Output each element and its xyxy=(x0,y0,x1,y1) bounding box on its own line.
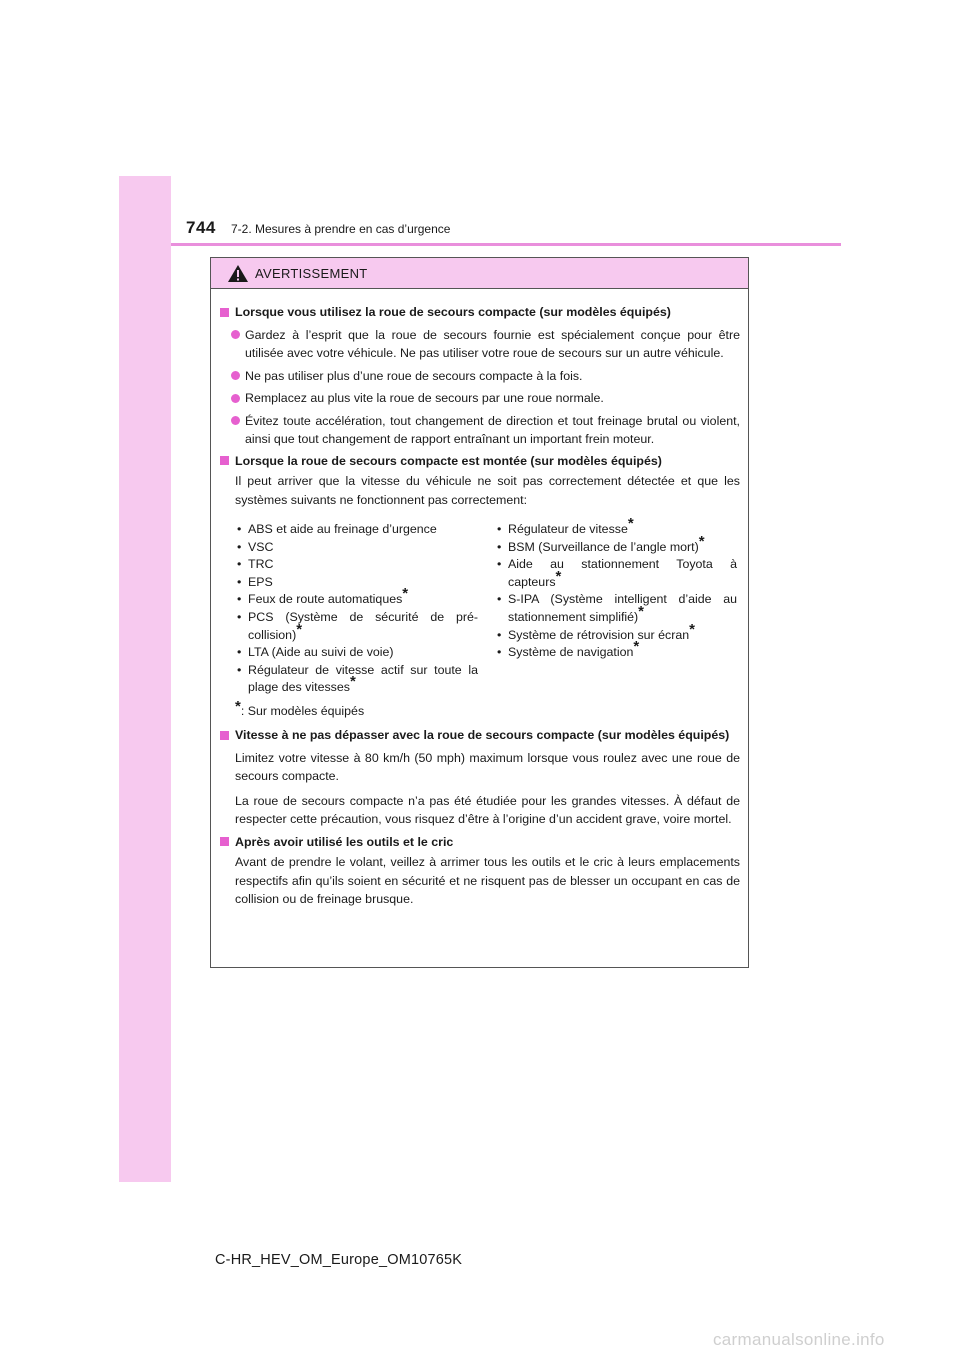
footnote-star-icon: * xyxy=(698,532,705,550)
affected-systems-lists xyxy=(217,515,740,697)
watermark: carmanualsonline.info xyxy=(713,1330,885,1349)
footnote-star-icon: * xyxy=(633,638,640,656)
footnote-star-icon: * xyxy=(638,602,644,620)
list-item: • TRC xyxy=(237,557,274,572)
bullet-item: Ne pas utiliser plus d’une roue de secours compacte à la fois. xyxy=(217,367,740,386)
warning-header xyxy=(211,258,748,289)
list-item: • Système de rétrovision sur écran* xyxy=(497,620,695,642)
section-title: 7-2. Mesures à prendre en cas d’urgence xyxy=(231,222,451,236)
circle-bullet-icon xyxy=(231,416,240,425)
section-heading: Lorsque la roue de secours compacte est montée (sur modèles équipés) xyxy=(217,452,740,471)
paragraph: Avant de prendre le volant, veillez à arrimer tous les outils et le cric à leurs emplacements respectifs afin qu’ils soient en sécurité et ne risquent pas de blesser un occupant en cas de collision ou de freinage brusque. xyxy=(235,855,740,907)
warning-title: AVERTISSEMENT xyxy=(255,265,368,281)
list-item: • Régulateur de vitesse actif sur toute la plage des vitesses* xyxy=(237,662,478,695)
paragraph: Il peut arriver que la vitesse du véhicule ne soit pas correctement détectée et que les systèmes suivants ne fonctionnent pas correctement: xyxy=(235,474,740,507)
paragraph: Limitez votre vitesse à 80 km/h (50 mph) maximum lorsque vous roulez avec une roue de secours compacte. xyxy=(235,750,740,784)
circle-bullet-icon xyxy=(231,394,240,403)
document-code: C-HR_HEV_OM_Europe_OM10765K xyxy=(215,1252,463,1268)
footnote-star-icon: * xyxy=(349,673,356,691)
section-heading: Après avoir utilisé les outils et le cric xyxy=(217,833,740,852)
circle-bullet-icon xyxy=(231,330,240,339)
footnote-star-icon: * xyxy=(235,697,241,715)
systems-list-right xyxy=(497,515,737,697)
list-item: • Système de navigation* xyxy=(497,638,640,660)
page-number: 744 xyxy=(186,218,216,237)
bullet-item: Remplacez au plus vite la roue de secours par une roue normale. xyxy=(217,389,740,408)
warning-content xyxy=(211,289,748,909)
list-item: • ABS et aide au freinage d’urgence xyxy=(237,522,437,536)
footnote-star-icon: * xyxy=(627,515,634,532)
list-item: • BSM (Surveillance de l’angle mort)* xyxy=(497,532,705,554)
footnote-star-icon: * xyxy=(296,620,303,638)
square-bullet-icon xyxy=(220,308,229,317)
section-heading: Lorsque vous utilisez la roue de secours compacte (sur modèles équipés) xyxy=(217,303,740,322)
footnote-star-icon: * xyxy=(402,585,409,603)
list-item: • PCS (Système de sécurité de pré-collision)* xyxy=(237,609,478,642)
systems-list-left xyxy=(237,521,478,697)
side-tab-bar xyxy=(119,176,171,1182)
warning-box xyxy=(210,257,749,968)
footnote: *: Sur modèles équipés xyxy=(235,697,365,718)
bullet-item: Gardez à l’esprit que la roue de secours fournie est spécialement conçue pour être utilisée avec votre véhicule. Ne pas utiliser votre roue de secours sur un autre véhicule. xyxy=(217,326,740,363)
list-item: • S-IPA (Système intelligent d’aide au stationnement simplifié)* xyxy=(497,592,737,624)
header-rule xyxy=(171,243,841,246)
square-bullet-icon xyxy=(220,456,229,465)
list-item: • VSC xyxy=(237,539,274,554)
warning-triangle-icon xyxy=(227,264,249,283)
square-bullet-icon xyxy=(220,731,229,740)
footnote-star-icon: * xyxy=(689,620,695,638)
bullet-item: Évitez toute accélération, tout changement de direction et tout freinage brutal ou violent, ainsi que tout changement de rapport entraînant un important frein moteur. xyxy=(217,412,740,449)
list-item: • EPS xyxy=(237,574,273,589)
footnote-star-icon: * xyxy=(555,567,562,585)
square-bullet-icon xyxy=(220,837,229,846)
section-heading: Vitesse à ne pas dépasser avec la roue de secours compacte (sur modèles équipés) xyxy=(217,726,740,745)
list-item: • LTA (Aide au suivi de voie) xyxy=(237,645,394,660)
paragraph: La roue de secours compacte n’a pas été étudiée pour les grandes vitesses. À défaut de respecter cette précaution, vous risquez d’être à l’origine d’un accident grave, voire mortel. xyxy=(235,793,740,827)
list-item: • Régulateur de vitesse* xyxy=(497,515,634,536)
circle-bullet-icon xyxy=(231,371,240,380)
list-item: • Feux de route automatiques* xyxy=(237,585,409,607)
list-item: • Aide au stationnement Toyota à capteurs* xyxy=(497,557,737,589)
